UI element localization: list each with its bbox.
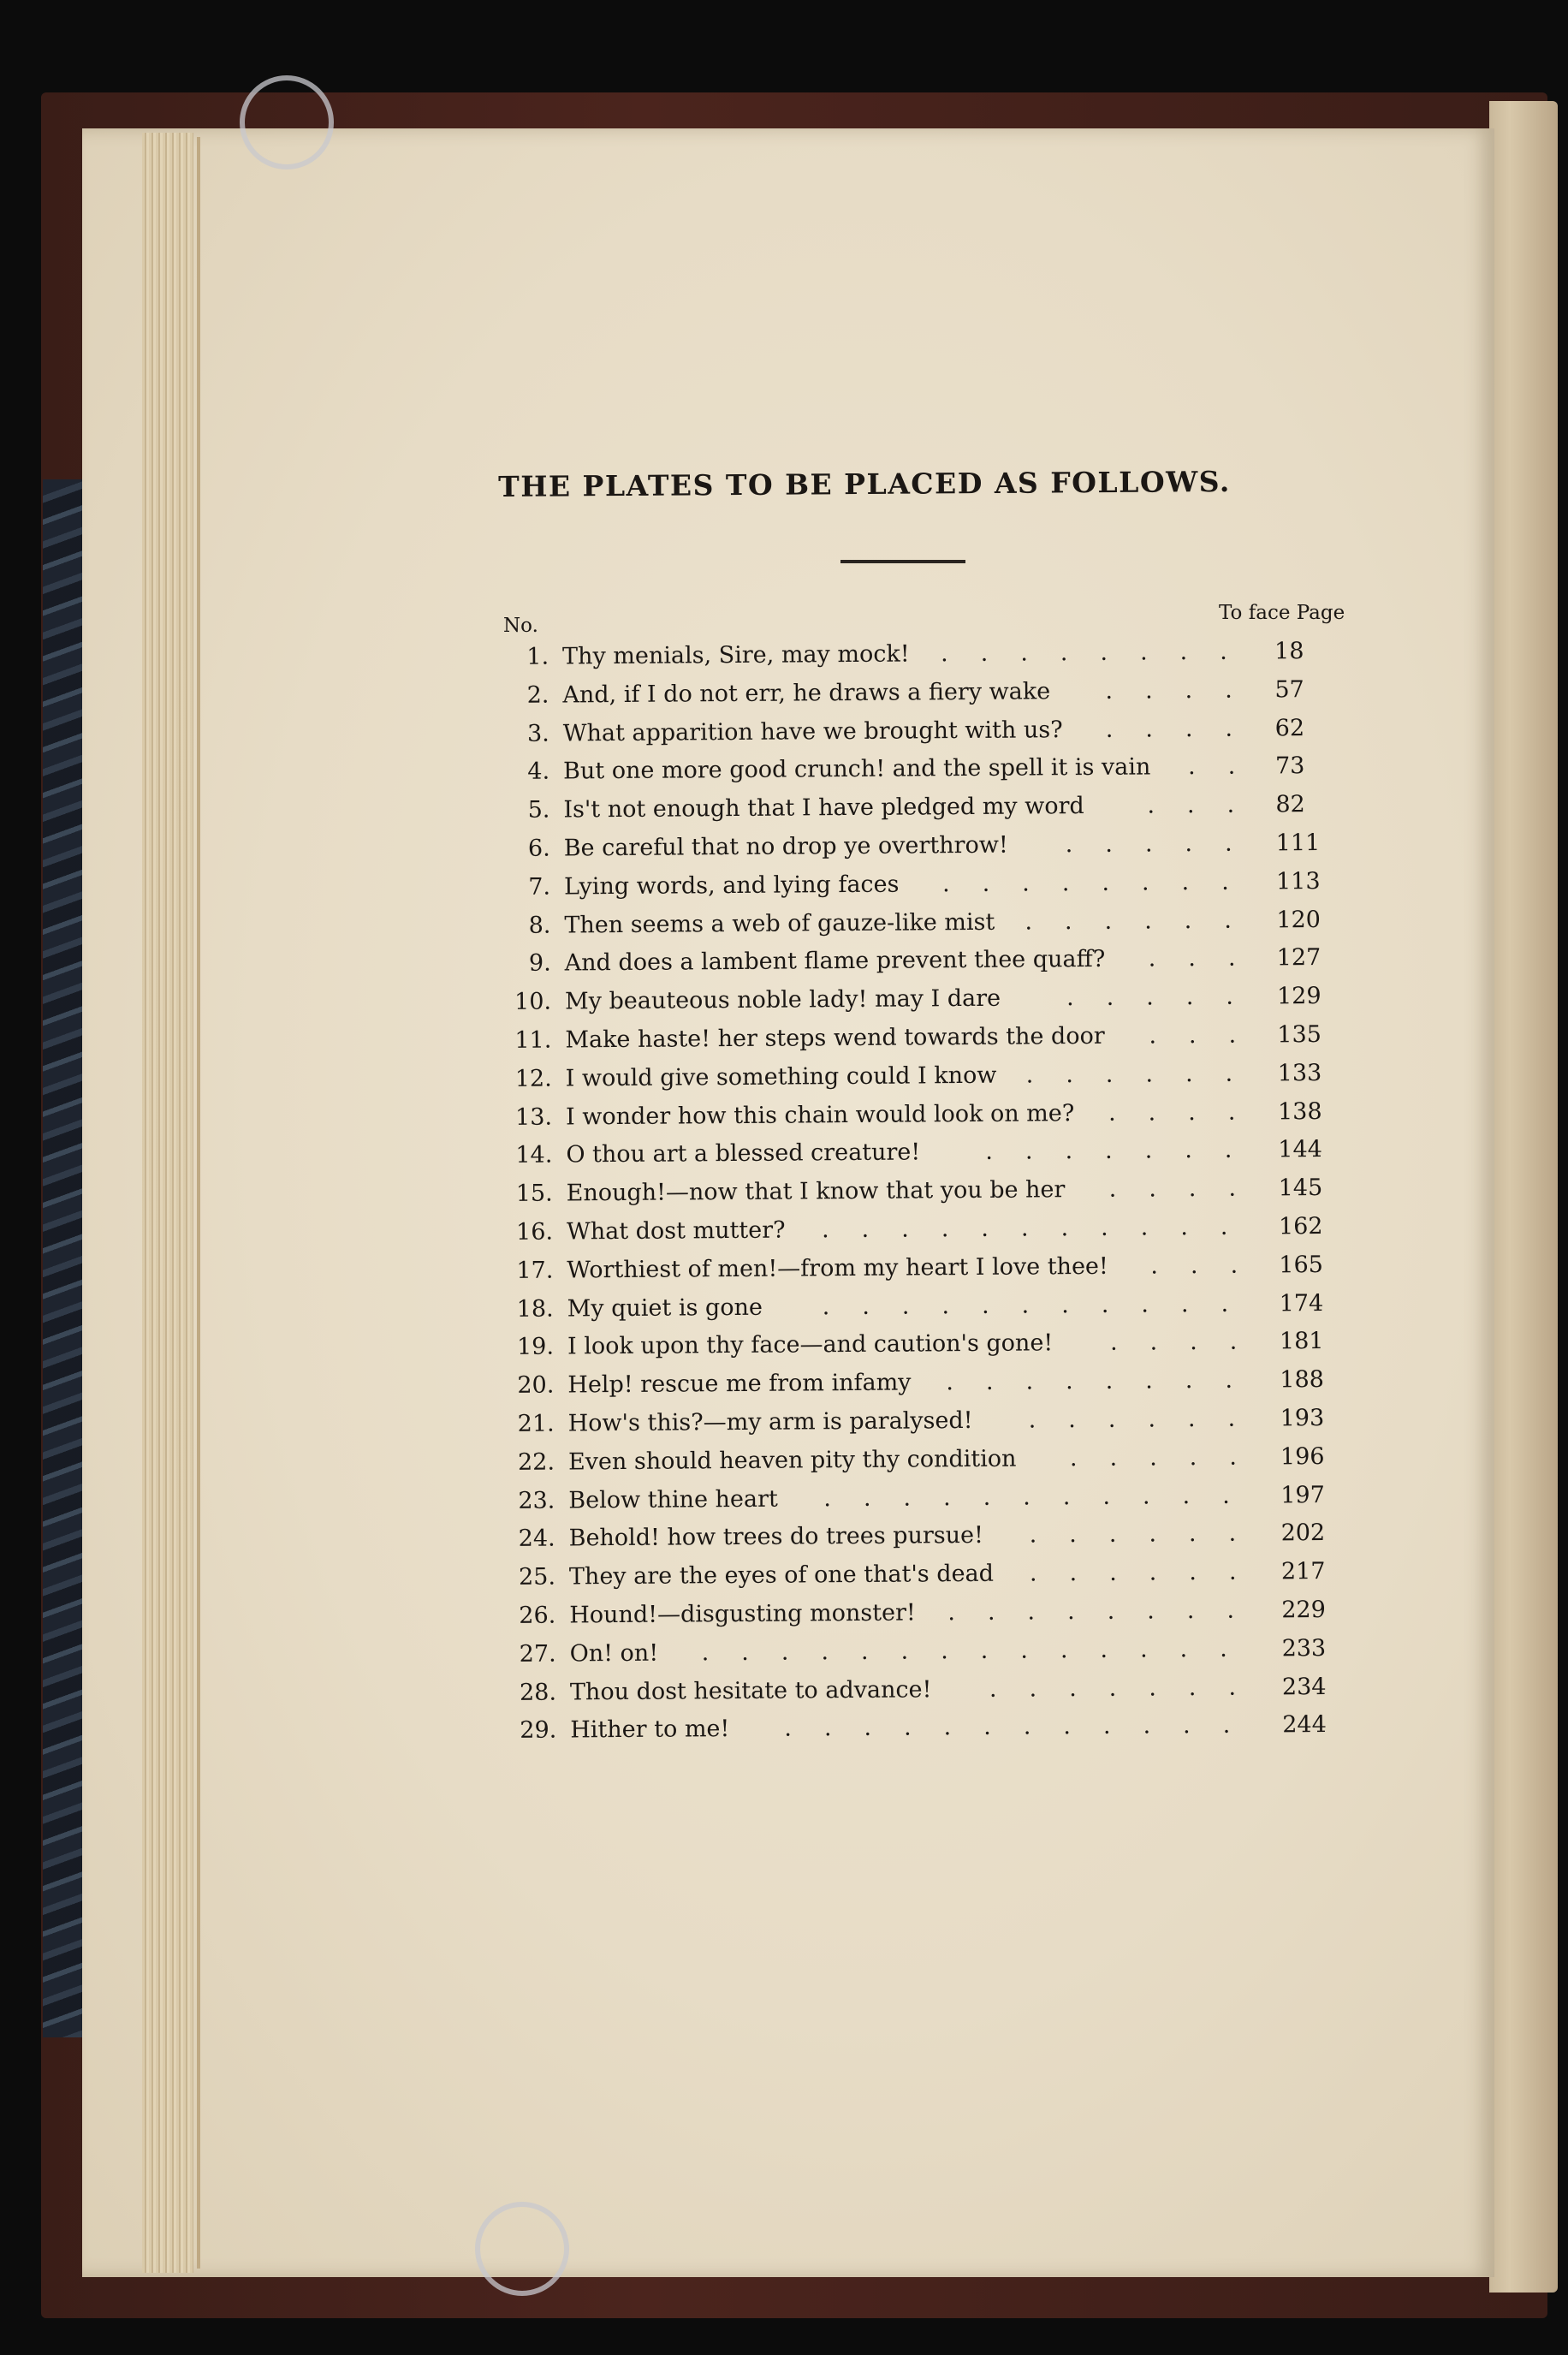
plate-caption: Make haste! her steps wend towards the door xyxy=(565,1022,1105,1054)
plate-entry xyxy=(501,638,1357,682)
leader-dots: ...... xyxy=(1029,1558,1269,1587)
plate-number: 3. xyxy=(526,720,549,747)
plate-page-number: 174 xyxy=(1279,1289,1324,1317)
plate-entry xyxy=(508,1519,1363,1564)
leader-dots: ... xyxy=(1149,1021,1269,1050)
plate-caption: Thy menials, Sire, may mock! xyxy=(561,640,910,670)
plate-caption: Behold! how trees do trees pursue! xyxy=(568,1522,983,1552)
plate-number: 24. xyxy=(518,1525,555,1553)
plate-page-number: 138 xyxy=(1277,1097,1322,1125)
plate-caption: Thou dost hesitate to advance! xyxy=(569,1675,932,1705)
plate-page-number: 193 xyxy=(1280,1404,1325,1432)
plate-entry xyxy=(502,906,1358,950)
plate-number: 9. xyxy=(528,949,551,978)
plate-number: 12. xyxy=(514,1065,552,1092)
plate-number: 10. xyxy=(514,988,552,1016)
leader-dots: .... xyxy=(1108,1175,1269,1203)
plate-number: 23. xyxy=(518,1487,555,1514)
page-title: THE PLATES TO BE PLACED AS FOLLOWS. xyxy=(498,465,1231,503)
leader-dots: ........ xyxy=(946,1366,1266,1396)
leader-dots: ........... xyxy=(822,1290,1262,1320)
plate-entry xyxy=(502,830,1358,874)
plates-list xyxy=(501,638,1364,1756)
plate-number: 14. xyxy=(515,1141,553,1169)
plate-number: 2. xyxy=(526,681,549,709)
leader-dots: ........ xyxy=(940,638,1260,668)
plate-caption: Lying words, and lying faces xyxy=(563,871,900,901)
leader-dots: .... xyxy=(1108,1098,1268,1127)
marbled-endpaper xyxy=(43,479,84,2037)
plate-page-number: 234 xyxy=(1281,1673,1327,1700)
title-rule xyxy=(840,560,965,563)
plate-entry xyxy=(502,791,1357,836)
leader-dots: .... xyxy=(1105,715,1266,743)
plate-number: 20. xyxy=(517,1371,555,1400)
plate-entry xyxy=(506,1366,1362,1411)
plate-number: 29. xyxy=(520,1716,557,1745)
plate-caption: What apparition have we brought with us? xyxy=(562,716,1063,747)
plate-page-number: 229 xyxy=(1281,1596,1326,1624)
plate-entry xyxy=(503,1021,1359,1066)
plate-number: 5. xyxy=(527,796,550,824)
plate-page-number: 181 xyxy=(1279,1328,1324,1355)
plate-number: 27. xyxy=(519,1640,556,1668)
plate-caption: O thou art a blessed creature! xyxy=(566,1139,921,1169)
plate-page-number: 73 xyxy=(1274,752,1305,780)
plate-entry xyxy=(504,1097,1360,1142)
plate-caption: And, if I do not err, he draws a fiery wake xyxy=(562,678,1051,709)
plate-entry xyxy=(502,714,1357,758)
plate-page-number: 113 xyxy=(1275,867,1321,895)
plate-entry xyxy=(508,1558,1363,1603)
leader-dots: ....... xyxy=(985,1136,1265,1166)
plate-caption: Then seems a web of gauze-like mist xyxy=(564,908,995,939)
plate-page-number: 202 xyxy=(1280,1519,1326,1547)
plate-number: 19. xyxy=(516,1333,555,1361)
plate-entry xyxy=(504,1136,1360,1180)
plate-caption: Hound!—disgusting monster! xyxy=(569,1599,916,1629)
facing-page-edge xyxy=(1489,101,1558,2293)
plate-page-number: 144 xyxy=(1278,1136,1323,1163)
leader-dots: ...... xyxy=(1028,1405,1268,1434)
plate-page-number: 82 xyxy=(1275,791,1305,818)
plate-caption: My beauteous noble lady! may I dare xyxy=(564,984,1001,1015)
plate-number: 25. xyxy=(518,1563,556,1591)
plate-number: 22. xyxy=(517,1448,555,1476)
plate-entry xyxy=(505,1213,1361,1258)
plate-caption: On! on! xyxy=(569,1639,659,1668)
plate-entry xyxy=(507,1481,1363,1525)
plate-caption: Worthiest of men!—from my heart I love thee! xyxy=(567,1252,1108,1284)
plate-page-number: 57 xyxy=(1274,675,1304,704)
plate-number: 16. xyxy=(515,1218,554,1246)
plate-page-number: 244 xyxy=(1282,1711,1327,1739)
leader-dots: ... xyxy=(1150,1252,1271,1280)
leader-dots: ....... xyxy=(989,1673,1269,1703)
plate-entry xyxy=(507,1442,1363,1487)
plate-caption: Hither to me! xyxy=(570,1716,730,1744)
plate-caption: Help! rescue me from infamy xyxy=(567,1369,912,1399)
leader-dots: ...... xyxy=(1025,907,1265,936)
plate-caption: I look upon thy face—and caution's gone! xyxy=(567,1329,1054,1360)
plate-caption: Be careful that no drop ye overthrow! xyxy=(563,831,1008,862)
page-clip-top xyxy=(240,75,334,169)
leader-dots: .............. xyxy=(701,1635,1260,1667)
plate-number: 17. xyxy=(516,1257,554,1284)
plate-caption: They are the eyes of one that's dead xyxy=(568,1560,995,1591)
plate-number: 11. xyxy=(514,1026,552,1054)
plate-caption: What dost mutter? xyxy=(566,1216,786,1246)
leader-dots: ... xyxy=(1147,791,1268,819)
plate-number: 7. xyxy=(528,873,551,901)
leader-dots: ...... xyxy=(1029,1519,1269,1549)
plate-caption: How's this?—my arm is paralysed! xyxy=(567,1406,973,1437)
plate-page-number: 18 xyxy=(1274,638,1304,665)
plate-entry xyxy=(505,1175,1361,1219)
plate-entry xyxy=(508,1673,1364,1717)
plate-number: 4. xyxy=(527,758,550,786)
plate-number: 13. xyxy=(514,1103,553,1131)
plate-entry xyxy=(508,1634,1364,1679)
leader-dots: .... xyxy=(1105,676,1265,705)
plate-caption: Is't not enough that I have pledged my word xyxy=(563,793,1084,824)
plate-page-number: 135 xyxy=(1277,1020,1322,1049)
leader-dots: ........ xyxy=(947,1597,1268,1626)
column-header-page: To face Page xyxy=(1219,602,1345,624)
plate-entry xyxy=(504,1059,1360,1103)
plate-page-number: 162 xyxy=(1278,1212,1323,1240)
leader-dots: ...... xyxy=(1025,1060,1266,1089)
page-stack-edges xyxy=(142,133,193,2273)
page-clip-bottom xyxy=(475,2202,569,2296)
plate-caption: Below thine heart xyxy=(568,1485,778,1514)
plate-number: 15. xyxy=(515,1180,553,1208)
plate-caption: I wonder how this chain would look on me? xyxy=(565,1099,1075,1131)
plate-entry xyxy=(506,1289,1362,1334)
plate-page-number: 217 xyxy=(1280,1558,1326,1585)
plate-page-number: 197 xyxy=(1280,1481,1325,1508)
plate-number: 18. xyxy=(516,1295,554,1323)
column-header-number: No. xyxy=(503,615,538,637)
plate-caption: But one more good crunch! and the spell it is vain xyxy=(562,753,1151,785)
plate-caption: Enough!—now that I know that you be her xyxy=(566,1176,1066,1207)
plate-number: 21. xyxy=(517,1410,555,1437)
leader-dots: ..... xyxy=(1069,1443,1270,1472)
leader-dots: ..... xyxy=(1066,983,1267,1012)
leader-dots: ........... xyxy=(821,1213,1261,1244)
plate-page-number: 129 xyxy=(1276,983,1322,1010)
plate-entry xyxy=(502,867,1358,912)
leader-dots: ........... xyxy=(823,1482,1262,1512)
plate-page-number: 145 xyxy=(1278,1175,1323,1202)
leader-dots: .. xyxy=(1187,752,1268,781)
plate-page-number: 196 xyxy=(1280,1442,1325,1471)
plate-number: 1. xyxy=(526,643,549,670)
plate-entry xyxy=(508,1711,1364,1756)
plate-entry xyxy=(503,944,1359,989)
plate-page-number: 133 xyxy=(1277,1059,1322,1087)
plate-number: 28. xyxy=(519,1679,557,1706)
plate-caption: And does a lambent flame prevent thee quaff? xyxy=(564,946,1106,977)
plate-caption: Even should heaven pity thy condition xyxy=(567,1445,1017,1476)
plate-caption: I would give something could I know xyxy=(565,1062,997,1092)
leader-dots: ........ xyxy=(941,868,1262,898)
plate-entry xyxy=(506,1328,1362,1372)
plate-entry xyxy=(508,1597,1363,1641)
plate-page-number: 62 xyxy=(1274,714,1305,741)
plate-entry xyxy=(502,752,1357,797)
plate-page-number: 188 xyxy=(1280,1366,1324,1394)
plate-entry xyxy=(507,1405,1363,1449)
plate-entry xyxy=(505,1251,1361,1295)
plate-page-number: 111 xyxy=(1275,829,1321,857)
leader-dots: ..... xyxy=(1065,830,1265,859)
plate-page-number: 165 xyxy=(1279,1251,1324,1279)
plate-page-number: 120 xyxy=(1276,906,1322,933)
leader-dots: ... xyxy=(1148,944,1268,972)
plate-page-number: 233 xyxy=(1281,1634,1327,1662)
plate-page-number: 127 xyxy=(1276,944,1322,972)
plate-number: 26. xyxy=(519,1602,556,1629)
gutter-line xyxy=(197,137,200,2269)
leader-dots: .... xyxy=(1109,1328,1270,1357)
plate-caption: My quiet is gone xyxy=(567,1293,763,1322)
plate-entry xyxy=(503,983,1359,1027)
plate-number: 6. xyxy=(527,835,550,862)
plate-number: 8. xyxy=(528,912,551,939)
plate-entry xyxy=(501,675,1357,720)
leader-dots: ............ xyxy=(784,1711,1263,1742)
